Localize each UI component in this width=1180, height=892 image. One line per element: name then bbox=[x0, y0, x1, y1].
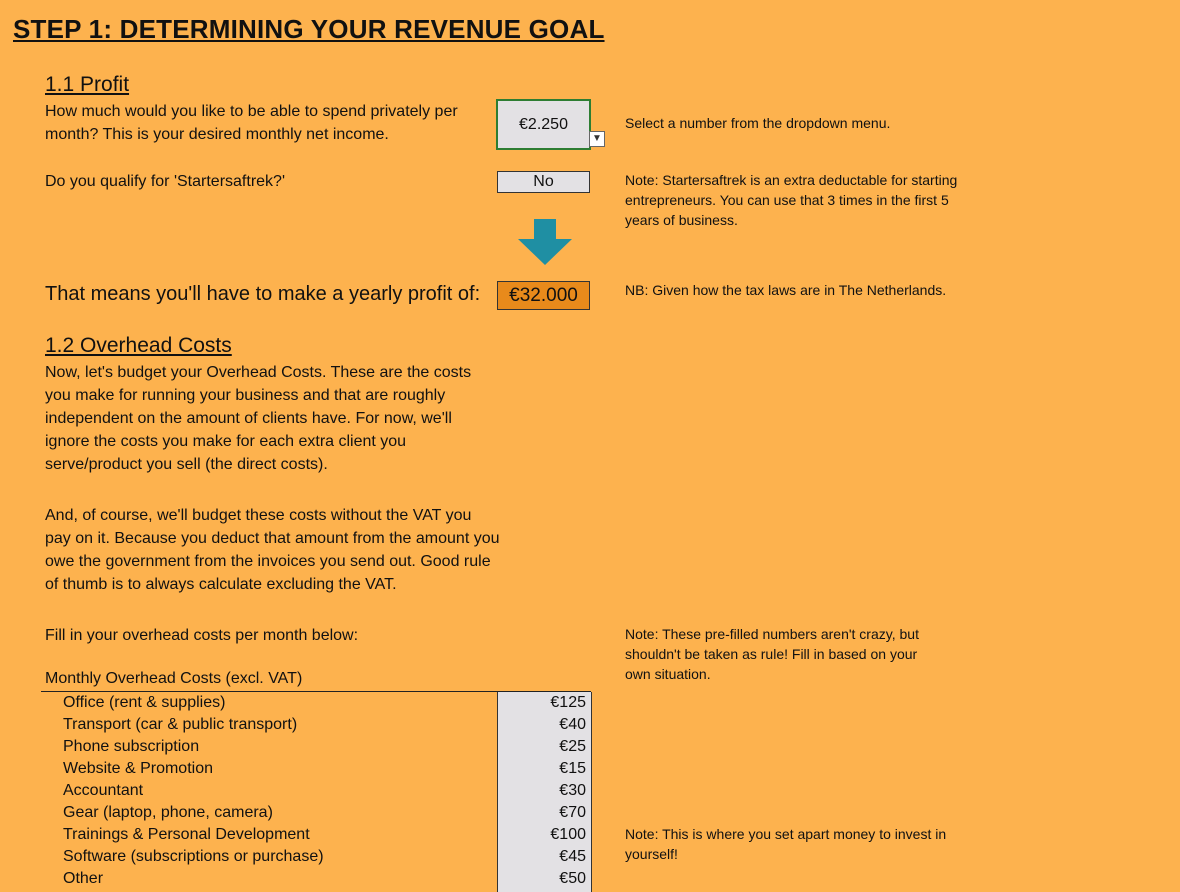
startersaftrek-input[interactable]: No bbox=[497, 171, 590, 193]
table-row-label: Phone subscription bbox=[63, 738, 200, 755]
dropdown-hint: Select a number from the dropdown menu. bbox=[625, 115, 891, 131]
table-row-label: Gear (laptop, phone, camera) bbox=[63, 804, 273, 821]
overhead-vat-paragraph: And, of course, we'll budget these costs without the VAT you pay on it. Because you deduct that amount from the amount you owe the government from the invoices you send out. Good rule of thumb is to always calculate excluding the VAT. bbox=[45, 507, 500, 593]
table-row-label: Office (rent & supplies) bbox=[63, 694, 226, 711]
dropdown-caret-icon[interactable]: ▼ bbox=[589, 131, 605, 147]
monthly-income-input[interactable]: €2.250 bbox=[496, 99, 591, 150]
table-row-label: Website & Promotion bbox=[63, 760, 213, 777]
profit-heading: 1.1 Profit bbox=[45, 73, 130, 96]
table-row-value[interactable]: €25 bbox=[559, 738, 586, 755]
training-note: Note: This is where you set apart money to invest in yourself! bbox=[625, 826, 947, 862]
overhead-table-header: Monthly Overhead Costs (excl. VAT) bbox=[45, 670, 303, 687]
yearly-profit-note: NB: Given how the tax laws are in The Netherlands. bbox=[625, 282, 947, 298]
yearly-profit-statement: That means you'll have to make a yearly profit of: bbox=[45, 283, 481, 305]
table-row-value[interactable]: €50 bbox=[559, 870, 586, 887]
table-row-value[interactable]: €100 bbox=[550, 826, 586, 843]
fill-in-instruction: Fill in your overhead costs per month below: bbox=[45, 627, 359, 644]
table-row-label: Transport (car & public transport) bbox=[63, 716, 298, 733]
yearly-profit-value: €32.000 bbox=[497, 281, 590, 310]
page-title: STEP 1: DETERMINING YOUR REVENUE GOAL bbox=[13, 14, 605, 44]
table-row-value[interactable]: €125 bbox=[550, 694, 586, 711]
table-row-value[interactable]: €15 bbox=[559, 760, 586, 777]
overhead-heading: 1.2 Overhead Costs bbox=[45, 334, 232, 357]
table-row-value[interactable]: €30 bbox=[559, 782, 586, 799]
monthly-income-question: How much would you like to be able to spend privately per month? This is your desired monthly net income. bbox=[45, 103, 458, 143]
table-row-value[interactable]: €45 bbox=[559, 848, 586, 865]
overhead-intro-paragraph: Now, let's budget your Overhead Costs. These are the costs you make for running your business and that are roughly independent on the amount of clients have. For now, we'll ignore the costs you make for each extra client you serve/product you sell (the direct costs). bbox=[45, 364, 472, 473]
table-row-value[interactable]: €70 bbox=[559, 804, 586, 821]
prefilled-note: Note: These pre-filled numbers aren't crazy, but shouldn't be taken as rule! Fill in based on your own situation. bbox=[625, 626, 919, 682]
table-row-label: Software (subscriptions or purchase) bbox=[63, 848, 324, 865]
table-row-label: Other bbox=[63, 870, 104, 887]
table-row-value[interactable]: €40 bbox=[559, 716, 586, 733]
startersaftrek-question: Do you qualify for 'Startersaftrek?' bbox=[45, 173, 285, 190]
table-row-label: Accountant bbox=[63, 782, 144, 799]
table-row-label: Trainings & Personal Development bbox=[63, 826, 310, 843]
down-arrow-icon bbox=[518, 219, 572, 265]
startersaftrek-note: Note: Startersaftrek is an extra deductable for starting entrepreneurs. You can use that 3 times in the first 5 years of business. bbox=[625, 172, 958, 228]
